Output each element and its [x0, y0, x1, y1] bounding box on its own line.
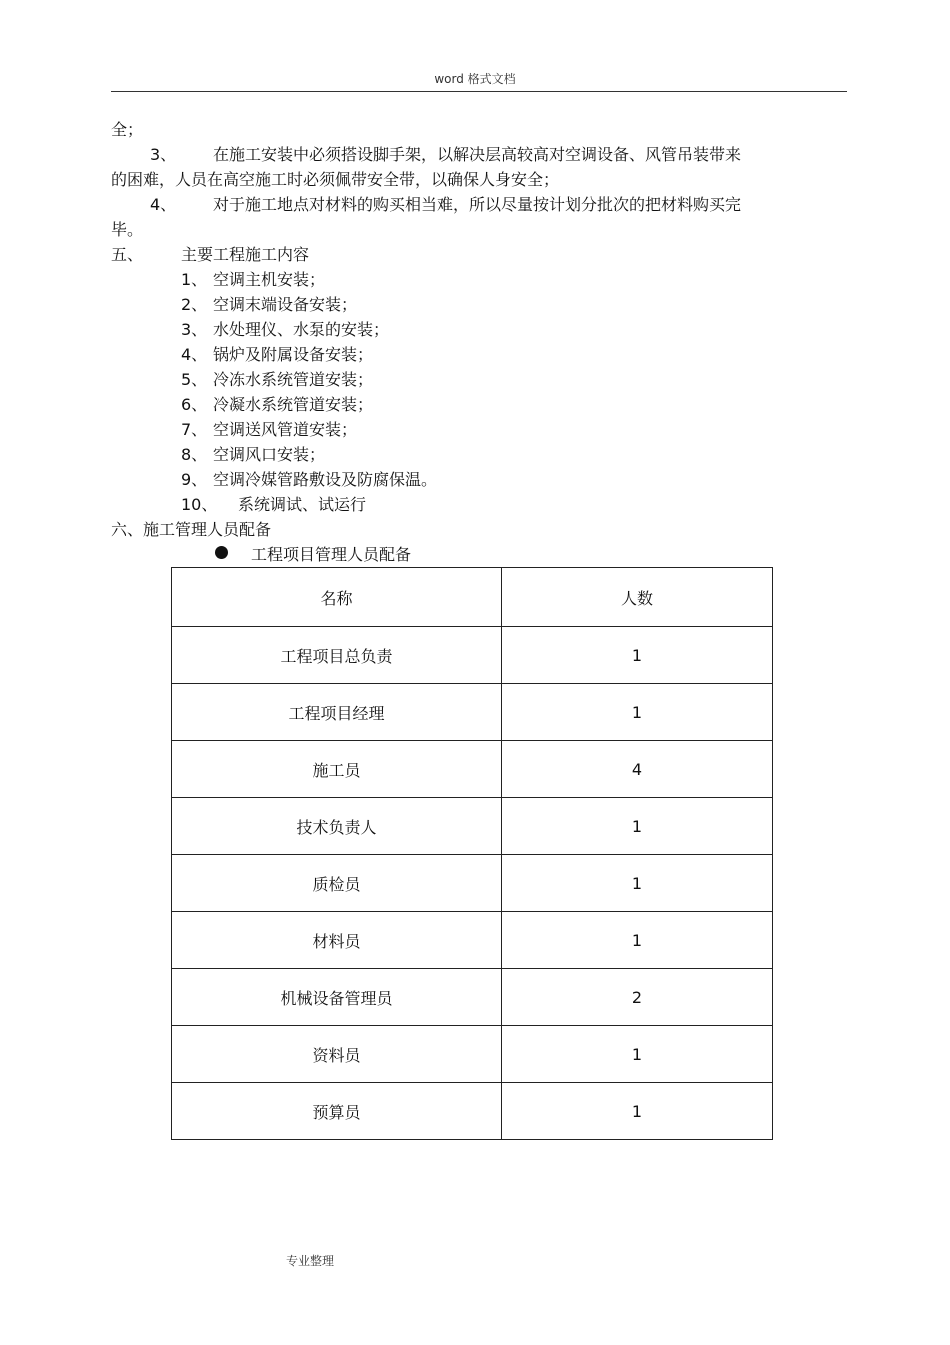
list-item: 空调主机安装；: [213, 270, 326, 289]
list-item: 冷冻水系统管道安装；: [213, 370, 374, 389]
table-row: [172, 1083, 773, 1140]
table-row: [172, 798, 773, 855]
list-item-num: 8、: [181, 445, 208, 464]
section-6-title: 六、施工管理人员配备: [111, 520, 272, 539]
list-item: 空调冷媒管路敷设及防腐保温。: [213, 470, 438, 489]
table-row: [172, 855, 773, 912]
bullet-icon: [215, 546, 228, 559]
list-item-num: 4、: [181, 345, 208, 364]
list-item-num: 7、: [181, 420, 208, 439]
item-4-line-2: 毕。: [111, 220, 144, 239]
cell-name: 机械设备管理员: [172, 969, 502, 1026]
cell-name: 预算员: [172, 1083, 502, 1140]
table-row: [172, 741, 773, 798]
table-row: [172, 1026, 773, 1083]
list-item-num: 6、: [181, 395, 208, 414]
list-item-num: 2、: [181, 295, 208, 314]
list-item: 空调风口安装；: [213, 445, 326, 464]
cell-count: 1: [502, 912, 773, 969]
list-item: 空调送风管道安装；: [213, 420, 358, 439]
table-row: [172, 969, 773, 1026]
cell-count: 1: [502, 1083, 773, 1140]
list-item-num: 9、: [181, 470, 208, 489]
list-item: 系统调试、试运行: [238, 495, 367, 514]
column-header-count: 人数: [502, 568, 773, 627]
cell-count: 1: [502, 855, 773, 912]
table-row: [172, 912, 773, 969]
cell-name: 施工员: [172, 741, 502, 798]
section-5-title: 主要工程施工内容: [181, 245, 310, 264]
list-item-num: 5、: [181, 370, 208, 389]
list-item-num: 10、: [181, 495, 218, 514]
list-item: 锅炉及附属设备安装；: [213, 345, 374, 364]
list-item-num: 1、: [181, 270, 208, 289]
cell-name: 材料员: [172, 912, 502, 969]
cell-count: 1: [502, 1026, 773, 1083]
section-5-number: 五、: [111, 245, 144, 264]
section-6-bullet-text: 工程项目管理人员配备: [251, 545, 412, 564]
cell-count: 2: [502, 969, 773, 1026]
paragraph-continuation: 全；: [111, 120, 144, 139]
column-header-name: 名称: [172, 568, 502, 627]
cell-name: 资料员: [172, 1026, 502, 1083]
cell-name: 工程项目经理: [172, 684, 502, 741]
cell-name: 技术负责人: [172, 798, 502, 855]
staff-table: [171, 567, 773, 1140]
item-4-line-1: 对于施工地点对材料的购买相当难，所以尽量按计划分批次的把材料购买完: [213, 195, 742, 214]
cell-count: 1: [502, 684, 773, 741]
item-3-line-1: 在施工安装中必须搭设脚手架，以解决层高较高对空调设备、风管吊装带来: [213, 145, 742, 164]
table-header-row: [172, 568, 773, 627]
page-footer: 专业整理: [286, 1254, 335, 1268]
page-header: word 格式文档: [434, 72, 516, 86]
cell-name: 工程项目总负责: [172, 627, 502, 684]
list-item: 水处理仪、水泵的安装；: [213, 320, 390, 339]
cell-count: 1: [502, 627, 773, 684]
cell-name: 质检员: [172, 855, 502, 912]
item-3-line-2: 的困难，人员在高空施工时必须佩带安全带，以确保人身安全；: [111, 170, 560, 189]
list-item-num: 3、: [181, 320, 208, 339]
item-3-number: 3、: [150, 145, 177, 164]
table-row: [172, 684, 773, 741]
table-row: [172, 627, 773, 684]
header-rule: [111, 91, 847, 92]
list-item: 冷凝水系统管道安装；: [213, 395, 374, 414]
cell-count: 1: [502, 798, 773, 855]
cell-count: 4: [502, 741, 773, 798]
list-item: 空调末端设备安装；: [213, 295, 358, 314]
item-4-number: 4、: [150, 195, 177, 214]
